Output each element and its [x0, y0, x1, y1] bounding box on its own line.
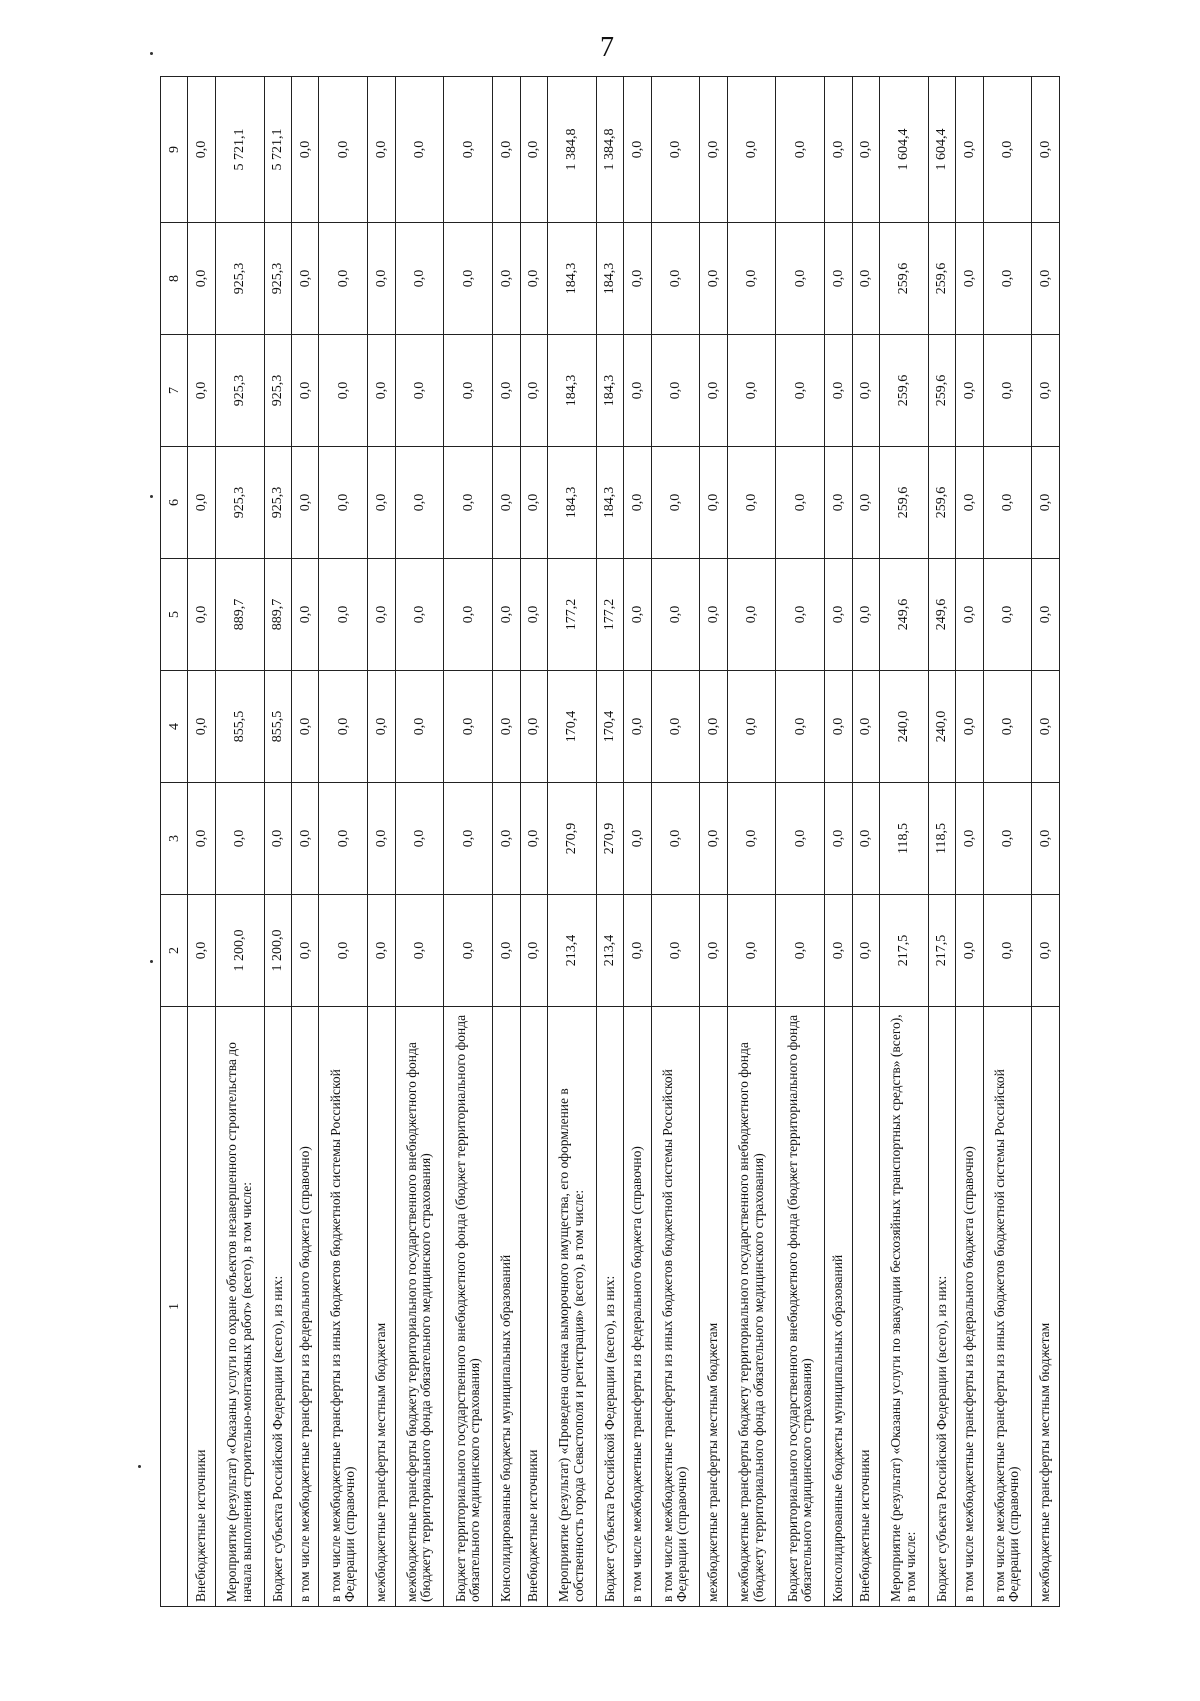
value-cell: 1 200,0: [215, 895, 264, 1007]
value-cell: 0,0: [700, 223, 727, 335]
value-cell: 0,0: [1032, 77, 1060, 223]
table-row: [700, 77, 727, 1607]
value-cell: 213,4: [547, 895, 596, 1007]
value-cell: 0,0: [624, 895, 651, 1007]
value-cell: 0,0: [624, 447, 651, 559]
column-header: 2: [161, 895, 188, 1007]
value-cell: 0,0: [852, 223, 879, 335]
value-cell: 1 604,4: [928, 77, 955, 223]
value-cell: 0,0: [651, 895, 700, 1007]
value-cell: 0,0: [188, 671, 215, 783]
value-cell: 0,0: [983, 895, 1032, 1007]
value-cell: 1 604,4: [880, 77, 929, 223]
value-cell: 0,0: [368, 223, 395, 335]
value-cell: 0,0: [188, 783, 215, 895]
value-cell: 0,0: [700, 447, 727, 559]
value-cell: 184,3: [547, 447, 596, 559]
value-cell: 0,0: [292, 335, 319, 447]
value-cell: 184,3: [596, 335, 623, 447]
value-cell: 0,0: [264, 783, 291, 895]
value-cell: 0,0: [1032, 783, 1060, 895]
value-cell: 0,0: [368, 335, 395, 447]
value-cell: 1 384,8: [547, 77, 596, 223]
value-cell: 925,3: [264, 335, 291, 447]
value-cell: 0,0: [444, 223, 493, 335]
value-cell: 0,0: [727, 783, 776, 895]
value-cell: 0,0: [983, 335, 1032, 447]
value-cell: 0,0: [700, 77, 727, 223]
value-cell: 925,3: [215, 335, 264, 447]
value-cell: 0,0: [395, 223, 444, 335]
value-cell: 0,0: [1032, 559, 1060, 671]
value-cell: 0,0: [319, 77, 368, 223]
row-name-cell: Внебюджетные источники: [520, 1007, 547, 1607]
value-cell: 0,0: [983, 559, 1032, 671]
value-cell: 0,0: [651, 223, 700, 335]
value-cell: 0,0: [956, 223, 983, 335]
value-cell: 0,0: [188, 895, 215, 1007]
value-cell: 259,6: [880, 335, 929, 447]
table-row: [520, 77, 547, 1607]
value-cell: 0,0: [651, 77, 700, 223]
value-cell: 0,0: [624, 671, 651, 783]
column-header: 7: [161, 335, 188, 447]
value-cell: 0,0: [215, 783, 264, 895]
value-cell: 0,0: [292, 559, 319, 671]
value-cell: 0,0: [1032, 895, 1060, 1007]
value-cell: 0,0: [727, 335, 776, 447]
value-cell: 0,0: [852, 671, 879, 783]
value-cell: 0,0: [520, 783, 547, 895]
value-cell: 0,0: [444, 77, 493, 223]
table-row: [880, 77, 929, 1607]
row-name-cell: в том числе межбюджетные трансферты из иных бюджетов бюджетной системы Российской Федерации (справочно): [651, 1007, 700, 1607]
value-cell: 0,0: [188, 335, 215, 447]
value-cell: 0,0: [368, 559, 395, 671]
value-cell: 0,0: [444, 447, 493, 559]
value-cell: 118,5: [928, 783, 955, 895]
value-cell: 0,0: [956, 783, 983, 895]
value-cell: 0,0: [700, 671, 727, 783]
value-cell: 0,0: [292, 671, 319, 783]
value-cell: 0,0: [493, 335, 520, 447]
row-name-cell: Внебюджетные источники: [188, 1007, 215, 1607]
row-name-cell: Бюджет территориального государственного внебюджетного фонда (бюджет территориального фонда обязательного медицинского страхования): [444, 1007, 493, 1607]
value-cell: 0,0: [493, 559, 520, 671]
value-cell: 0,0: [292, 783, 319, 895]
value-cell: 0,0: [444, 559, 493, 671]
value-cell: 0,0: [493, 671, 520, 783]
row-name-cell: Бюджет субъекта Российской Федерации (всего), из них:: [264, 1007, 291, 1607]
value-cell: 0,0: [727, 671, 776, 783]
value-cell: 0,0: [624, 783, 651, 895]
value-cell: 0,0: [395, 447, 444, 559]
value-cell: 925,3: [264, 223, 291, 335]
table-row: [547, 77, 596, 1607]
value-cell: 1 384,8: [596, 77, 623, 223]
value-cell: 259,6: [928, 223, 955, 335]
row-name-cell: Консолидированные бюджеты муниципальных образований: [493, 1007, 520, 1607]
value-cell: 5 721,1: [215, 77, 264, 223]
row-name-cell: межбюджетные трансферты местным бюджетам: [1032, 1007, 1060, 1607]
value-cell: 0,0: [825, 223, 852, 335]
scan-speck: [150, 52, 153, 55]
column-header: 5: [161, 559, 188, 671]
row-name-cell: Консолидированные бюджеты муниципальных образований: [825, 1007, 852, 1607]
value-cell: 0,0: [776, 895, 825, 1007]
table-row: [928, 77, 955, 1607]
value-cell: 249,6: [880, 559, 929, 671]
value-cell: 0,0: [700, 335, 727, 447]
value-cell: 0,0: [444, 671, 493, 783]
table-row: [727, 77, 776, 1607]
value-cell: 0,0: [727, 559, 776, 671]
table-row: [825, 77, 852, 1607]
table-row: [188, 77, 215, 1607]
value-cell: 0,0: [520, 447, 547, 559]
value-cell: 0,0: [651, 783, 700, 895]
value-cell: 0,0: [852, 77, 879, 223]
value-cell: 925,3: [215, 447, 264, 559]
value-cell: 0,0: [395, 335, 444, 447]
column-header: 8: [161, 223, 188, 335]
value-cell: 0,0: [444, 783, 493, 895]
table-row: [215, 77, 264, 1607]
table-row: [292, 77, 319, 1607]
value-cell: 5 721,1: [264, 77, 291, 223]
value-cell: 0,0: [700, 895, 727, 1007]
row-name-cell: Мероприятие (результат) «Проведена оценка выморочного имущества, его оформление в собственность города Севастополя и регистрация» (всего), в том числе:: [547, 1007, 596, 1607]
value-cell: 184,3: [596, 223, 623, 335]
row-name-cell: Внебюджетные источники: [852, 1007, 879, 1607]
row-name-cell: межбюджетные трансферты бюджету территориального государственного внебюджетного фонда (бюджету территориального фонда обязательного медицинского страхования): [727, 1007, 776, 1607]
value-cell: 855,5: [264, 671, 291, 783]
value-cell: 0,0: [520, 223, 547, 335]
value-cell: 259,6: [928, 335, 955, 447]
value-cell: 0,0: [852, 895, 879, 1007]
value-cell: 0,0: [319, 783, 368, 895]
value-cell: 0,0: [493, 77, 520, 223]
value-cell: 0,0: [520, 77, 547, 223]
row-name-cell: межбюджетные трансферты местным бюджетам: [368, 1007, 395, 1607]
value-cell: 213,4: [596, 895, 623, 1007]
value-cell: 0,0: [776, 447, 825, 559]
value-cell: 0,0: [956, 559, 983, 671]
value-cell: 184,3: [547, 335, 596, 447]
value-cell: 0,0: [651, 671, 700, 783]
row-name-cell: Мероприятие (результат) «Оказаны услуги по охране объектов незавершенного строительства до начала выполнения строительно-монтажных работ» (всего), в том числе:: [215, 1007, 264, 1607]
value-cell: 0,0: [825, 335, 852, 447]
value-cell: 0,0: [1032, 447, 1060, 559]
value-cell: 0,0: [368, 77, 395, 223]
value-cell: 0,0: [624, 77, 651, 223]
value-cell: 0,0: [983, 223, 1032, 335]
page-number: 7: [600, 32, 614, 63]
value-cell: 925,3: [264, 447, 291, 559]
value-cell: 0,0: [444, 895, 493, 1007]
value-cell: 0,0: [825, 447, 852, 559]
value-cell: 0,0: [983, 447, 1032, 559]
value-cell: 889,7: [264, 559, 291, 671]
column-header: 3: [161, 783, 188, 895]
row-name-cell: Бюджет субъекта Российской Федерации (всего), из них:: [596, 1007, 623, 1607]
value-cell: 0,0: [395, 895, 444, 1007]
value-cell: 0,0: [520, 671, 547, 783]
value-cell: 0,0: [292, 77, 319, 223]
value-cell: 0,0: [776, 671, 825, 783]
value-cell: 925,3: [215, 223, 264, 335]
row-name-cell: Бюджет субъекта Российской Федерации (всего), из них:: [928, 1007, 955, 1607]
value-cell: 0,0: [395, 77, 444, 223]
table-row: [264, 77, 291, 1607]
value-cell: 0,0: [651, 447, 700, 559]
value-cell: 0,0: [319, 559, 368, 671]
value-cell: 259,6: [880, 447, 929, 559]
table-row: [395, 77, 444, 1607]
value-cell: 259,6: [880, 223, 929, 335]
value-cell: 0,0: [444, 335, 493, 447]
row-name-cell: в том числе межбюджетные трансферты из иных бюджетов бюджетной системы Российской Федерации (справочно): [319, 1007, 368, 1607]
value-cell: 0,0: [852, 559, 879, 671]
table-row: [444, 77, 493, 1607]
rotated-table-container: [160, 77, 1060, 1607]
column-header: 1: [161, 1007, 188, 1607]
value-cell: 0,0: [727, 895, 776, 1007]
value-cell: 177,2: [596, 559, 623, 671]
value-cell: 0,0: [825, 77, 852, 223]
table-row: [624, 77, 651, 1607]
value-cell: 240,0: [880, 671, 929, 783]
value-cell: 0,0: [956, 77, 983, 223]
value-cell: 0,0: [368, 895, 395, 1007]
value-cell: 0,0: [1032, 223, 1060, 335]
value-cell: 855,5: [215, 671, 264, 783]
value-cell: 0,0: [493, 783, 520, 895]
value-cell: 0,0: [319, 335, 368, 447]
table-row: [319, 77, 368, 1607]
value-cell: 0,0: [825, 559, 852, 671]
row-name-cell: межбюджетные трансферты местным бюджетам: [700, 1007, 727, 1607]
value-cell: 0,0: [395, 671, 444, 783]
value-cell: 0,0: [852, 335, 879, 447]
value-cell: 0,0: [188, 77, 215, 223]
value-cell: 0,0: [319, 671, 368, 783]
value-cell: 0,0: [624, 223, 651, 335]
value-cell: 0,0: [956, 895, 983, 1007]
value-cell: 0,0: [188, 447, 215, 559]
table-row: [852, 77, 879, 1607]
value-cell: 0,0: [956, 447, 983, 559]
column-header: 9: [161, 77, 188, 223]
value-cell: 177,2: [547, 559, 596, 671]
value-cell: 0,0: [624, 559, 651, 671]
row-name-cell: межбюджетные трансферты бюджету территориального государственного внебюджетного фонда (бюджету территориального фонда обязательного медицинского страхования): [395, 1007, 444, 1607]
value-cell: 0,0: [776, 77, 825, 223]
value-cell: 0,0: [520, 895, 547, 1007]
column-header: 4: [161, 671, 188, 783]
value-cell: 0,0: [983, 77, 1032, 223]
value-cell: 0,0: [700, 783, 727, 895]
value-cell: 0,0: [520, 559, 547, 671]
value-cell: 0,0: [493, 447, 520, 559]
value-cell: 184,3: [596, 447, 623, 559]
value-cell: 184,3: [547, 223, 596, 335]
value-cell: 0,0: [956, 335, 983, 447]
value-cell: 0,0: [776, 223, 825, 335]
row-name-cell: в том числе межбюджетные трансферты из федерального бюджета (справочно): [292, 1007, 319, 1607]
value-cell: 249,6: [928, 559, 955, 671]
value-cell: 0,0: [395, 559, 444, 671]
value-cell: 0,0: [319, 447, 368, 559]
value-cell: 0,0: [292, 895, 319, 1007]
value-cell: 0,0: [852, 447, 879, 559]
value-cell: 0,0: [188, 223, 215, 335]
table-row: [956, 77, 983, 1607]
table-row: [1032, 77, 1060, 1607]
value-cell: 0,0: [319, 223, 368, 335]
scan-speck: [150, 495, 153, 498]
value-cell: 0,0: [1032, 335, 1060, 447]
value-cell: 0,0: [493, 223, 520, 335]
value-cell: 270,9: [547, 783, 596, 895]
value-cell: 0,0: [624, 335, 651, 447]
row-name-cell: в том числе межбюджетные трансферты из федерального бюджета (справочно): [624, 1007, 651, 1607]
value-cell: 0,0: [727, 223, 776, 335]
value-cell: 0,0: [520, 335, 547, 447]
table-row: [651, 77, 700, 1607]
row-name-cell: в том числе межбюджетные трансферты из иных бюджетов бюджетной системы Российской Федерации (справочно): [983, 1007, 1032, 1607]
table-row: [776, 77, 825, 1607]
value-cell: 0,0: [776, 783, 825, 895]
budget-table: [160, 76, 1060, 1607]
table-row: [368, 77, 395, 1607]
value-cell: 0,0: [368, 447, 395, 559]
value-cell: 0,0: [700, 559, 727, 671]
value-cell: 0,0: [825, 895, 852, 1007]
table-row: [493, 77, 520, 1607]
value-cell: 0,0: [956, 671, 983, 783]
value-cell: 0,0: [852, 783, 879, 895]
value-cell: 170,4: [596, 671, 623, 783]
value-cell: 0,0: [776, 559, 825, 671]
value-cell: 0,0: [651, 335, 700, 447]
row-name-cell: Мероприятие (результат) «Оказаны услуги по эвакуации бесхозяйных транспортных средств» (всего), в том числе:: [880, 1007, 929, 1607]
table-row: [983, 77, 1032, 1607]
value-cell: 0,0: [188, 559, 215, 671]
value-cell: 0,0: [319, 895, 368, 1007]
table-row: [596, 77, 623, 1607]
value-cell: 170,4: [547, 671, 596, 783]
table-header-row: [161, 77, 188, 1607]
value-cell: 259,6: [928, 447, 955, 559]
value-cell: 0,0: [727, 447, 776, 559]
row-name-cell: Бюджет территориального государственного внебюджетного фонда (бюджет территориального фонда обязательного медицинского страхования): [776, 1007, 825, 1607]
column-header: 6: [161, 447, 188, 559]
value-cell: 1 200,0: [264, 895, 291, 1007]
scan-speck: [150, 960, 153, 963]
value-cell: 0,0: [368, 671, 395, 783]
value-cell: 118,5: [880, 783, 929, 895]
row-name-cell: в том числе межбюджетные трансферты из федерального бюджета (справочно): [956, 1007, 983, 1607]
value-cell: 0,0: [292, 223, 319, 335]
value-cell: 217,5: [880, 895, 929, 1007]
value-cell: 0,0: [825, 783, 852, 895]
value-cell: 0,0: [493, 895, 520, 1007]
value-cell: 217,5: [928, 895, 955, 1007]
value-cell: 0,0: [292, 447, 319, 559]
value-cell: 0,0: [776, 335, 825, 447]
value-cell: 0,0: [1032, 671, 1060, 783]
value-cell: 270,9: [596, 783, 623, 895]
value-cell: 0,0: [395, 783, 444, 895]
value-cell: 240,0: [928, 671, 955, 783]
value-cell: 0,0: [825, 671, 852, 783]
value-cell: 0,0: [651, 559, 700, 671]
value-cell: 0,0: [983, 783, 1032, 895]
scan-speck: [138, 1465, 141, 1468]
value-cell: 889,7: [215, 559, 264, 671]
value-cell: 0,0: [727, 77, 776, 223]
value-cell: 0,0: [983, 671, 1032, 783]
value-cell: 0,0: [368, 783, 395, 895]
